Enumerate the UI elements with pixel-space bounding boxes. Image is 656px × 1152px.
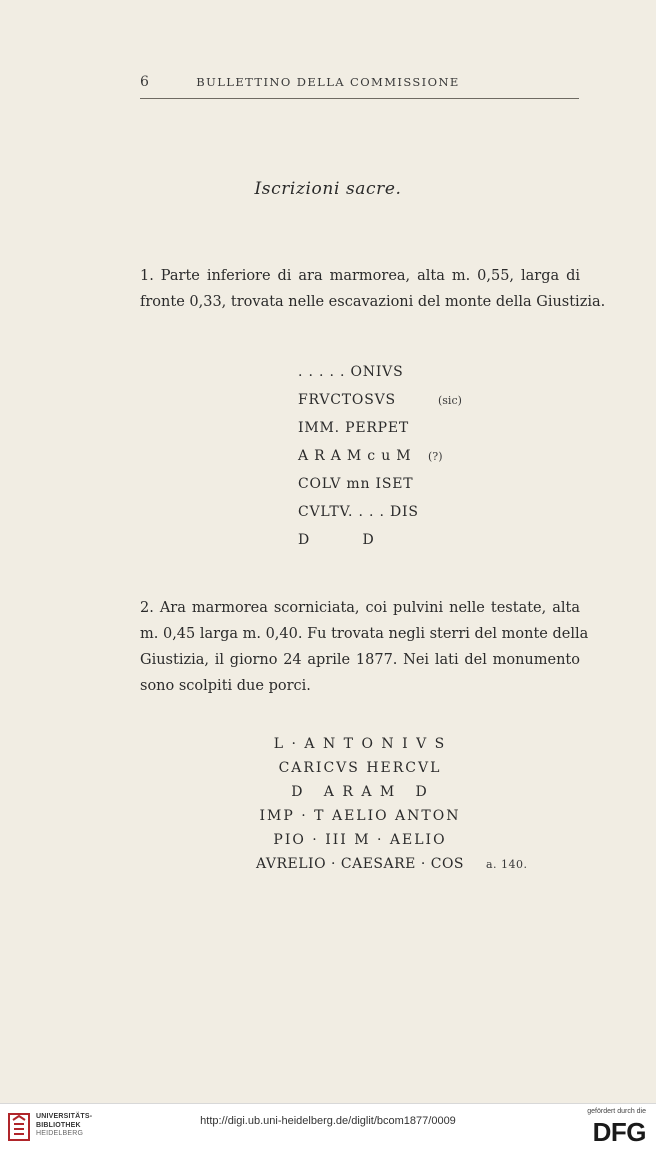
inscription-2-row: D A R A M D xyxy=(291,784,429,800)
page-number: 6 xyxy=(140,74,149,90)
entry-2-line: sono scolpiti due porci. xyxy=(140,678,311,694)
entry-2-description xyxy=(140,595,589,699)
entry-2-line: m. 0,45 larga m. 0,40. Fu trovata negli sterri del monte della xyxy=(140,626,589,642)
inscription-1-row: A R A M c u M xyxy=(298,448,412,464)
inscription-2-row: CARICVS HERCVL xyxy=(278,760,442,776)
inscription-1-row: . . . . . ONIVS xyxy=(298,364,404,380)
entry-2-line: 2. Ara marmorea scorniciata, coi pulvini nelle testate, alta xyxy=(140,600,580,616)
library-name-line: BIBLIOTHEK xyxy=(36,1121,81,1129)
entry-2-line: Giustizia, il giorno 24 aprile 1877. Nei lati del monumento xyxy=(140,652,580,668)
running-header xyxy=(0,74,656,94)
entry-1-line: 1. Parte inferiore di ara marmorea, alta m. 0,55, larga di xyxy=(140,268,580,284)
library-name-line: HEIDELBERG xyxy=(36,1130,84,1137)
journal-title: BULLETTINO DELLA COMMISSIONE xyxy=(196,75,460,89)
inscription-1-row: CVLTV. . . . DIS xyxy=(298,504,419,520)
date-note: a. 140. xyxy=(486,858,528,871)
permalink-url[interactable]: http://digi.ub.uni-heidelberg.de/diglit/bcom1877/0009 xyxy=(200,1115,456,1127)
sic-note: (sic) xyxy=(438,394,462,407)
query-note: (?) xyxy=(428,450,443,463)
inscription-1-row: D D xyxy=(298,532,375,548)
viewer-footer xyxy=(0,1103,656,1152)
inscription-1-row: FRVCTOSVS xyxy=(298,392,396,408)
section-title: Iscrizioni sacre. xyxy=(254,179,402,199)
inscription-2-row: AVRELIO · CAESARE · COS xyxy=(255,856,465,872)
inscription-1-row: IMM. PERPET xyxy=(298,420,410,436)
inscription-2-row: IMP · T AELIO ANTON xyxy=(259,808,461,824)
dfg-logo: DFG xyxy=(592,1117,646,1147)
inscription-2-row: L · A N T O N I V S xyxy=(273,736,447,752)
inscription-1 xyxy=(298,364,498,554)
entry-1-line: fronte 0,33, trovata nelle escavazioni del monte della Giustizia. xyxy=(140,294,606,310)
library-name-line: UNIVERSITÄTS- xyxy=(36,1113,93,1120)
header-rule xyxy=(140,98,579,99)
entry-1-description xyxy=(140,263,606,315)
inscription-2-row: PIO · III M · AELIO xyxy=(273,832,447,848)
inscription-1-row: COLV mn ISET xyxy=(298,476,414,492)
funder-label: gefördert durch die xyxy=(587,1108,646,1115)
